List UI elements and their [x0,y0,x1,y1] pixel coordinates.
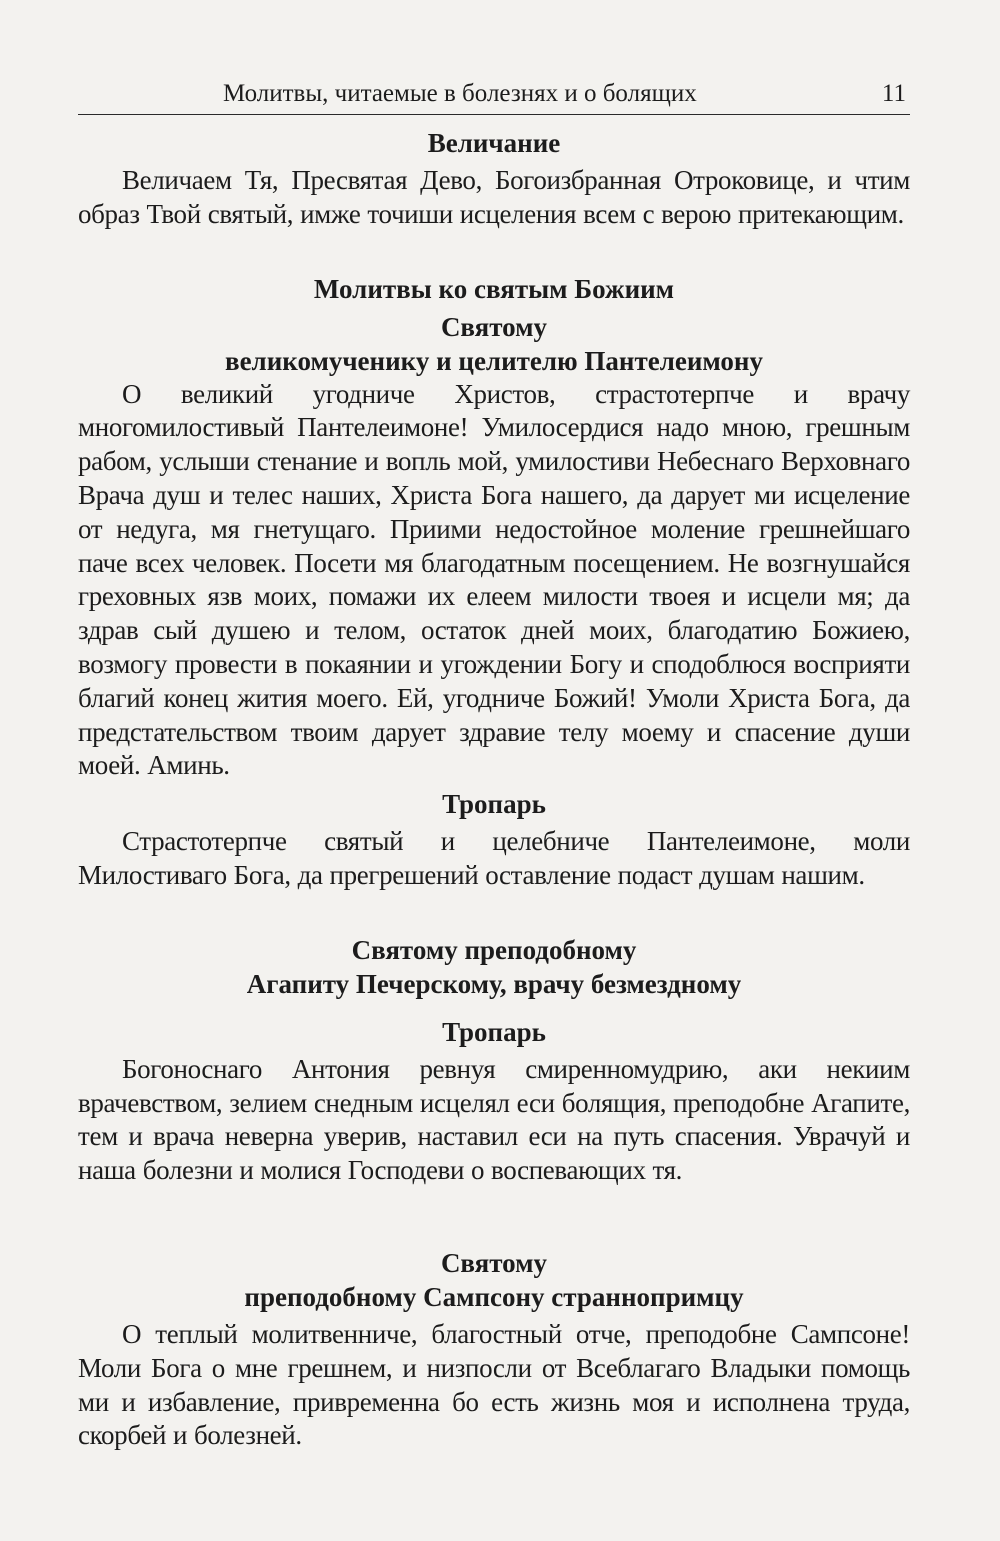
sampson-prayer: О теплый молитвенниче, благостный отче, преподобне Сампсоне! Моли Бога о мне грешнем, и низпосли от Всеблагаго Владыки помощь ми и избавление, привременна бо есть жизнь моя и исполнена труда, скорбей и болезней. [78,1318,910,1451]
sampson-heading-line1: Святому [440,1247,548,1278]
panteleimon-heading-line1: Святому [440,311,548,342]
sampson-heading-line2: преподобному Сампсону страннопримцу [244,1281,744,1312]
running-title: Молитвы, читаемые в болезнях и о болящих [223,80,697,107]
saints-section-heading: Молитвы ко святым Божиим [313,273,675,304]
panteleimon-troparion-text: Страстотерпче святый и целебниче Пантелеимоне, моли Милостиваго Бога, да прегрешений оставление подаст душам нашим. [78,826,910,890]
velichanie-text: Величаем Тя, Пресвятая Дево, Богоизбранная Отроковице, и чтим образ Твой святый, имже точиши исцеления всем с верою притекающим. [78,165,910,229]
agapit-heading-line1: Святому преподобному [351,934,637,965]
velichanie-heading: Величание [427,128,561,158]
panteleimon-heading-line2: великомученику и целителю Пантелеимону [224,345,763,376]
page-number: 11 [881,80,906,107]
agapit-troparion-heading: Тропарь [442,1016,546,1047]
agapit-heading-line2: Агапиту Печерскому, врачу безмездному [246,968,742,999]
panteleimon-prayer: О великий угодниче Христов, страстотерпче и врачу многомилостивый Пантелеимоне! Умилосердися надо мною, грешным рабом, услыши стенание и вопль мой, умилостиви Небеснаго Верховнаго Врача душ и телес наших, Христа Бога нашего, да дарует ми исцеление от недуга, мя гнетущаго. Приими недостойное моление грешнейшаго паче всех человек. Посети мя благодатным посещением. Не возгнушайся греховных язв моих, помажи их елеем милости твоея и исцели мя; да здрав сый душею и телом, остаток дней моих, благодатию Божиею, возмогу провести в покаянии и угождении Богу и сподоблюся восприяти благий конец жития моего. Ей, угодниче Божий! Умоли Христа Бога, да предстательством твоим дарует здравие телу моему и спасение души моей. Аминь. [78,378,910,781]
book-page [78,0,910,1541]
agapit-troparion-text: Богоноснаго Антония ревнуя смиренномудрию, аки некиим врачевством, зелием снедным исцелял еси болящия, преподобне Агапите, тем и врача неверна уверив, наставил еси на путь спасения. Уврачуй и наша болезни и молися Господеви о воспевающих тя. [78,1053,910,1186]
running-header [78,78,910,115]
panteleimon-troparion-heading: Тропарь [442,789,546,820]
page-content [78,126,910,1453]
